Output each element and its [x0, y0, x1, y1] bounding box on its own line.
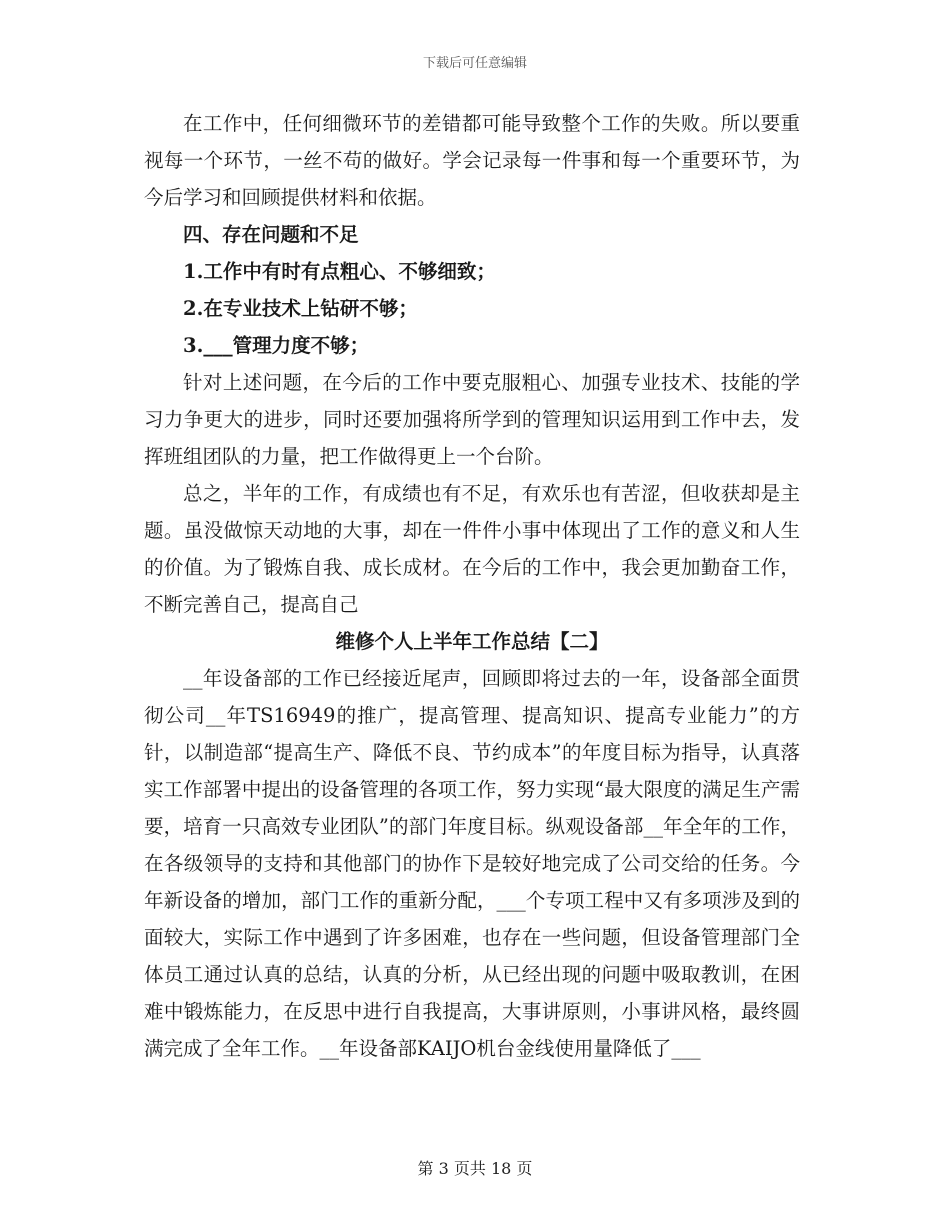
page-footer: 第 3 页共 18 页 [417, 1159, 533, 1178]
section-heading-problems: 四、存在问题和不足 [183, 223, 359, 246]
issue-item-3: 3.___管理力度不够； [183, 334, 370, 357]
issue-item-1: 1.工作中有时有点粗心、不够细致； [183, 260, 496, 283]
paragraph-equipment-dept: __年设备部的工作已经接近尾声，回顾即将过去的一年，设备部全面贯彻公司__年TS16949的推广，提高管理、提高知识、提高专业能力”的方针，以制造部“提高生产、降低不良、节约成本”的年度目标为指导，认真落实工作部署中提出的设备管理的各项工作，努力实现“最大限度的满足生产需要，培育一只高效专业团队”的部门年度目标。纵观设备部__年全年的工作，在各级领导的支持和其他部门的协作下是较好地完成了公司交给的任务。今年新设备的增加，部门工作的重新分配，___个专项工程中又有多项涉及到的面较大，实际工作中遇到了许多困难，也存在一些问题，但设备管理部门全体员工通过认真的总结，认真的分析，从已经出现的问题中吸取教训，在困难中锻炼能力，在反思中进行自我提高，大事讲原则，小事讲风格，最终圆满完成了全年工作。__年设备部KAIJO机台金线使用量降低了___ [144, 667, 800, 1060]
paragraph-conclusion: 总之，半年的工作，有成绩也有不足，有欢乐也有苦涩，但收获却是主题。虽没做惊天动地的大事，却在一件件小事中体现出了工作的意义和人生的价值。为了锻炼自我、成长成材。在今后的工作中，我会更加勤奋工作，不断完善自己，提高自己 [144, 482, 800, 616]
section-title-2: 维修个人上半年工作总结【二】 [335, 630, 609, 653]
page-header: 下载后可任意编辑 [422, 56, 527, 71]
paragraph-improvement: 针对上述问题，在今后的工作中要克服粗心、加强专业技术、技能的学习力争更大的进步，同时还要加强将所学到的管理知识运用到工作中去，发挥班组团队的力量，把工作做得更上一个台阶。 [144, 371, 800, 468]
issue-item-2: 2.在专业技术上钻研不够； [183, 297, 418, 320]
document-body [144, 105, 800, 1067]
paragraph-work-details: 在工作中，任何细微环节的差错都可能导致整个工作的失败。所以要重视每一个环节，一丝不苟的做好。学会记录每一件事和每一个重要环节，为今后学习和回顾提供材料和依据。 [144, 112, 800, 209]
